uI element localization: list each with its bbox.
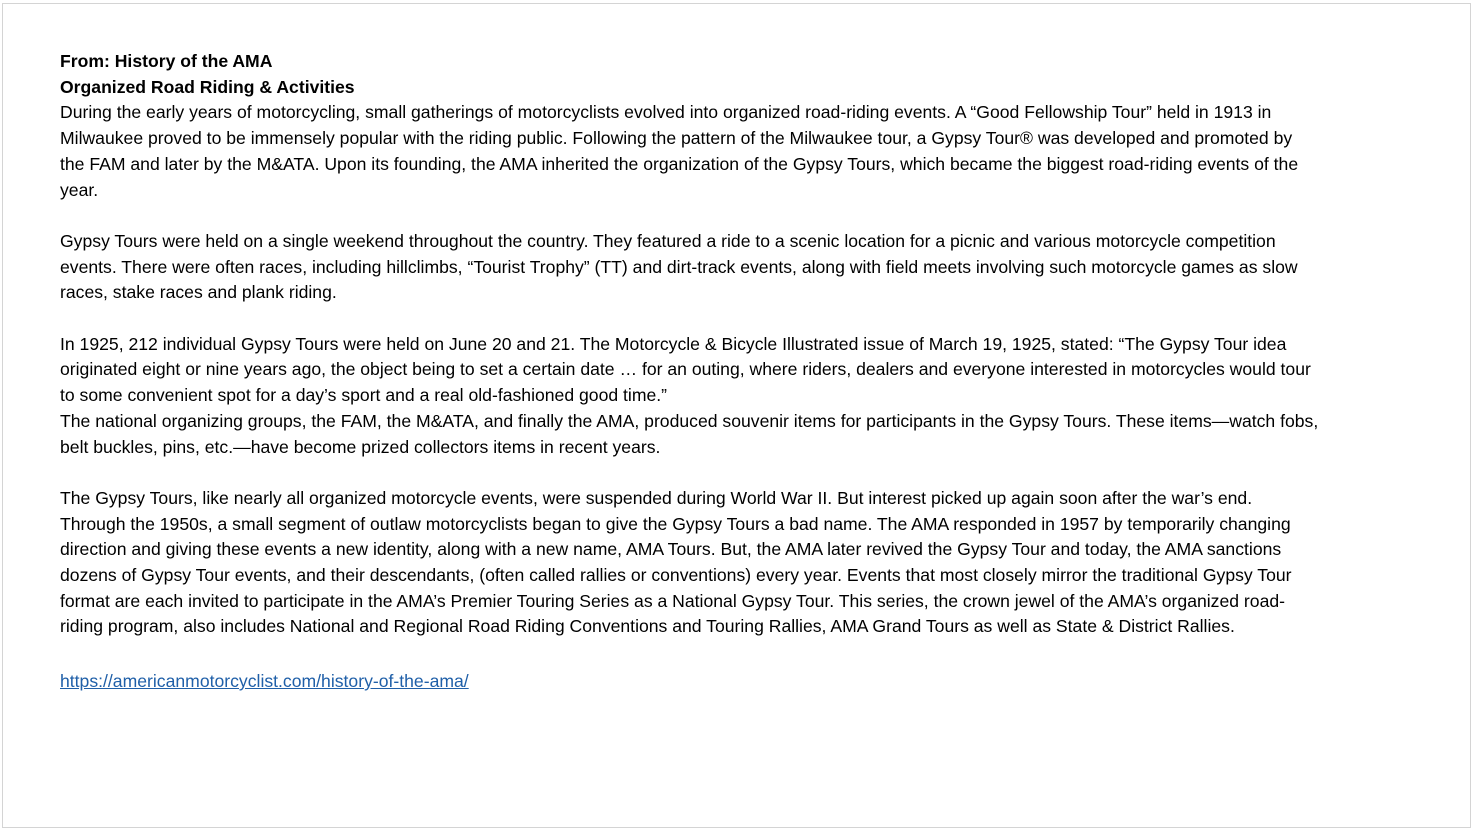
- slide-canvas: [2, 3, 1471, 828]
- paragraph-wartime-and-revival: The Gypsy Tours, like nearly all organized motorcycle events, were suspended during World War II. But interest picked up again soon after the war’s end. Through the 1950s, a small segment of outlaw motorcyclists began to give the Gypsy Tours a bad name. The AMA responded in 1957 by temporarily changing direction and giving these events a new identity, along with a new name, AMA Tours. But, the AMA later revived the Gypsy Tour and today, the AMA sanctions dozens of Gypsy Tour events, and their descendants, (often called rallies or conventions) every year. Events that most closely mirror the traditional Gypsy Tour format are each invited to participate in the AMA’s Premier Touring Series as a National Gypsy Tour. This series, the crown jewel of the AMA’s organized road-riding program, also includes National and Regional Road Riding Conventions and Touring Rallies, AMA Grand Tours as well as State & District Rallies.: [60, 487, 1292, 637]
- paragraph-souvenir-items: The national organizing groups, the FAM, the M&ATA, and finally the AMA, produced souvenir items for participants in the Gypsy Tours. These items—watch fobs, belt buckles, pins, etc.—have become prized collectors items in recent years.: [60, 410, 1319, 457]
- paragraph-spacer: [60, 203, 1320, 229]
- text-content-box[interactable]: [60, 49, 1320, 695]
- paragraph-spacer: [60, 460, 1320, 486]
- source-line: From: History of the AMA: [60, 51, 273, 71]
- paragraph-spacer: [60, 306, 1320, 332]
- source-link-line: [60, 669, 1320, 695]
- paragraph-gypsy-tours-weekend: Gypsy Tours were held on a single weekend throughout the country. They featured a ride to a scenic location for a picnic and various motorcycle competition events. There were often races, including hillclimbs, “Tourist Trophy” (TT) and dirt-track events, along with field meets involving such motorcycle games as slow races, stake races and plank riding.: [60, 230, 1298, 303]
- paragraph-1925-tours: In 1925, 212 individual Gypsy Tours were held on June 20 and 21. The Motorcycle & Bicycle Illustrated issue of March 19, 1925, stated: “The Gypsy Tour idea originated eight or nine years ago, the object being to set a certain date … for an outing, where riders, dealers and everyone interested in motorcycles would tour to some convenient spot for a day’s sport and a real old-fashioned good time.”: [60, 333, 1311, 406]
- section-heading: Organized Road Riding & Activities: [60, 76, 355, 97]
- paragraph-early-years: During the early years of motorcycling, small gatherings of motorcyclists evolved into organized road-riding events. A “Good Fellowship Tour” held in 1913 in Milwaukee proved to be immensely popular with the riding public. Following the pattern of the Milwaukee tour, a Gypsy Tour® was developed and promoted by the FAM and later by the M&ATA. Upon its founding, the AMA inherited the organization of the Gypsy Tours, which became the biggest road-riding events of the year.: [60, 102, 1299, 200]
- source-link[interactable]: https://americanmotorcyclist.com/history-of-the-ama/: [60, 671, 469, 692]
- paragraph-spacer: [60, 640, 1320, 669]
